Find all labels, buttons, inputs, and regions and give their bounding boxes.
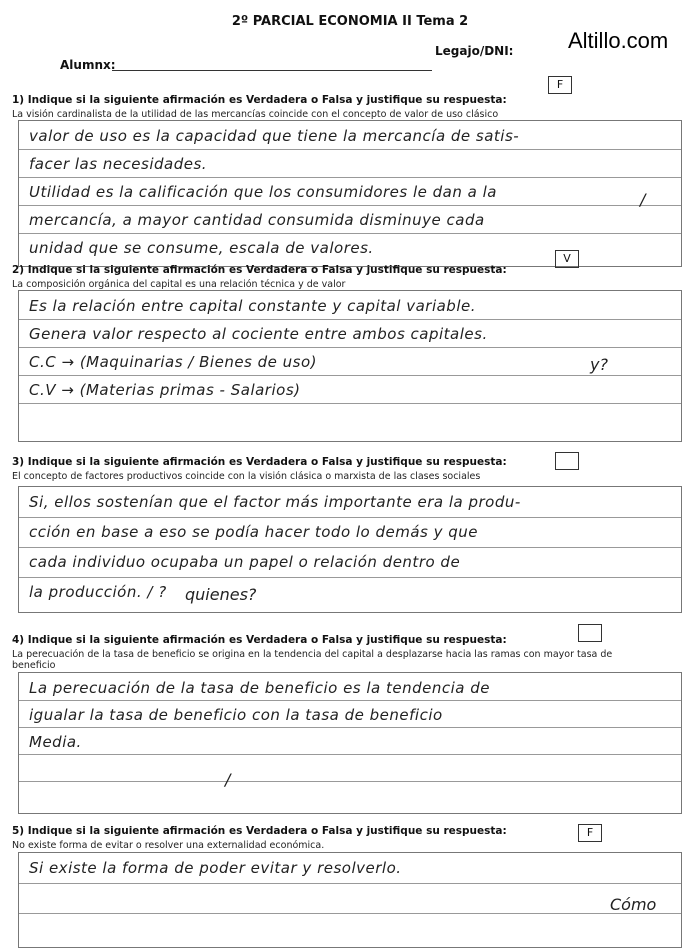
ruled-line	[19, 319, 681, 320]
handwritten-answer-line: cción en base a eso se podía hacer todo lo demás y que	[29, 523, 479, 541]
question-4-answer-box[interactable]	[578, 624, 602, 642]
question-2-statement: La composición orgánica del capital es una relación técnica y de valor	[12, 279, 346, 290]
student-name-line	[112, 70, 432, 71]
ruled-line	[19, 577, 681, 578]
ruled-line	[19, 547, 681, 548]
ruled-line	[19, 913, 681, 914]
question-3-statement: El concepto de factores productivos coincide con la visión clásica o marxista de las clases sociales	[12, 471, 481, 482]
handwritten-answer-line: facer las necesidades.	[29, 155, 208, 173]
handwritten-answer-line: igualar la tasa de beneficio con la tasa de beneficio	[29, 706, 443, 724]
handwritten-answer-line: Media.	[29, 733, 82, 751]
ruled-line	[19, 233, 681, 234]
question-3-answer-box[interactable]	[555, 452, 579, 470]
ruled-line	[19, 727, 681, 728]
grader-note: y?	[590, 355, 608, 374]
handwritten-answer-line: valor de uso es la capacidad que tiene la mercancía de satis-	[29, 127, 520, 145]
question-5-prompt: 5) Indique si la siguiente afirmación es Verdadera o Falsa y justifique su respuesta:	[12, 825, 507, 837]
handwritten-answer-line: Genera valor respecto al cociente entre ambos capitales.	[29, 325, 488, 343]
exam-title: 2º PARCIAL ECONOMIA II Tema 2	[231, 14, 469, 29]
ruled-line	[19, 149, 681, 150]
question-4-prompt: 4) Indique si la siguiente afirmación es Verdadera o Falsa y justifique su respuesta:	[12, 634, 507, 646]
question-5-answer-area[interactable]	[18, 852, 682, 948]
ruled-line	[19, 754, 681, 755]
handwritten-answer-line: La perecuación de la tasa de beneficio es la tendencia de	[29, 679, 491, 697]
question-1-answer-box[interactable]: F	[548, 76, 572, 94]
question-4-statement: La perecuación de la tasa de beneficio se origina en la tendencia del capital a desplazarse hacia las ramas con mayor tasa de beneficio	[12, 649, 613, 671]
handwritten-answer-line: Si existe la forma de poder evitar y resolverlo.	[29, 859, 402, 877]
question-2-answer-box[interactable]: V	[555, 250, 579, 268]
ruled-line	[19, 403, 681, 404]
ruled-line	[19, 177, 681, 178]
handwritten-answer-line: cada individuo ocupaba un papel o relación dentro de	[29, 553, 461, 571]
question-4-answer-area[interactable]	[18, 672, 682, 814]
ruled-line	[19, 883, 681, 884]
handwritten-answer-line: Utilidad es la calificación que los consumidores le dan a la	[29, 183, 497, 201]
ruled-line	[19, 205, 681, 206]
ruled-line	[19, 781, 681, 782]
handwritten-answer-line: unidad que se consume, escala de valores.	[29, 239, 374, 257]
handwritten-answer-line: la producción. / ?	[29, 583, 167, 601]
question-5-answer-box[interactable]: F	[578, 824, 602, 842]
grader-note: Cómo	[610, 895, 657, 914]
handwritten-answer-line: C.C → (Maquinarias / Bienes de uso)	[29, 353, 318, 371]
handwritten-answer-line: mercancía, a mayor cantidad consumida disminuye cada	[29, 211, 485, 229]
id-label: Legajo/DNI:	[435, 44, 514, 58]
question-1-answer-area[interactable]	[18, 120, 682, 267]
grader-note: quienes?	[185, 585, 257, 604]
question-3-answer-area[interactable]	[18, 486, 682, 613]
question-3-prompt: 3) Indique si la siguiente afirmación es Verdadera o Falsa y justifique su respuesta:	[12, 456, 507, 468]
question-1-statement: La visión cardinalista de la utilidad de las mercancías coincide con el concepto de valor de uso clásico	[12, 109, 499, 120]
handwritten-answer-line: Es la relación entre capital constante y capital variable.	[29, 297, 476, 315]
ruled-line	[19, 347, 681, 348]
question-2-answer-area[interactable]	[18, 290, 682, 442]
handwritten-answer-line: C.V → (Materias primas - Salarios)	[29, 381, 301, 399]
handwritten-answer-line: Si, ellos sostenían que el factor más importante era la produ-	[29, 493, 521, 511]
question-5-statement: No existe forma de evitar o resolver una externalidad económica.	[12, 840, 325, 851]
grader-note: /	[640, 190, 646, 209]
ruled-line	[19, 375, 681, 376]
question-1-prompt: 1) Indique si la siguiente afirmación es Verdadera o Falsa y justifique su respuesta:	[12, 94, 507, 106]
question-2-prompt: 2) Indique si la siguiente afirmación es Verdadera o Falsa y justifique su respuesta:	[12, 264, 507, 276]
brand-watermark: Altillo.com	[568, 28, 669, 53]
ruled-line	[19, 700, 681, 701]
ruled-line	[19, 517, 681, 518]
student-label: Alumnx:	[60, 58, 116, 72]
grader-note: /	[225, 770, 231, 789]
